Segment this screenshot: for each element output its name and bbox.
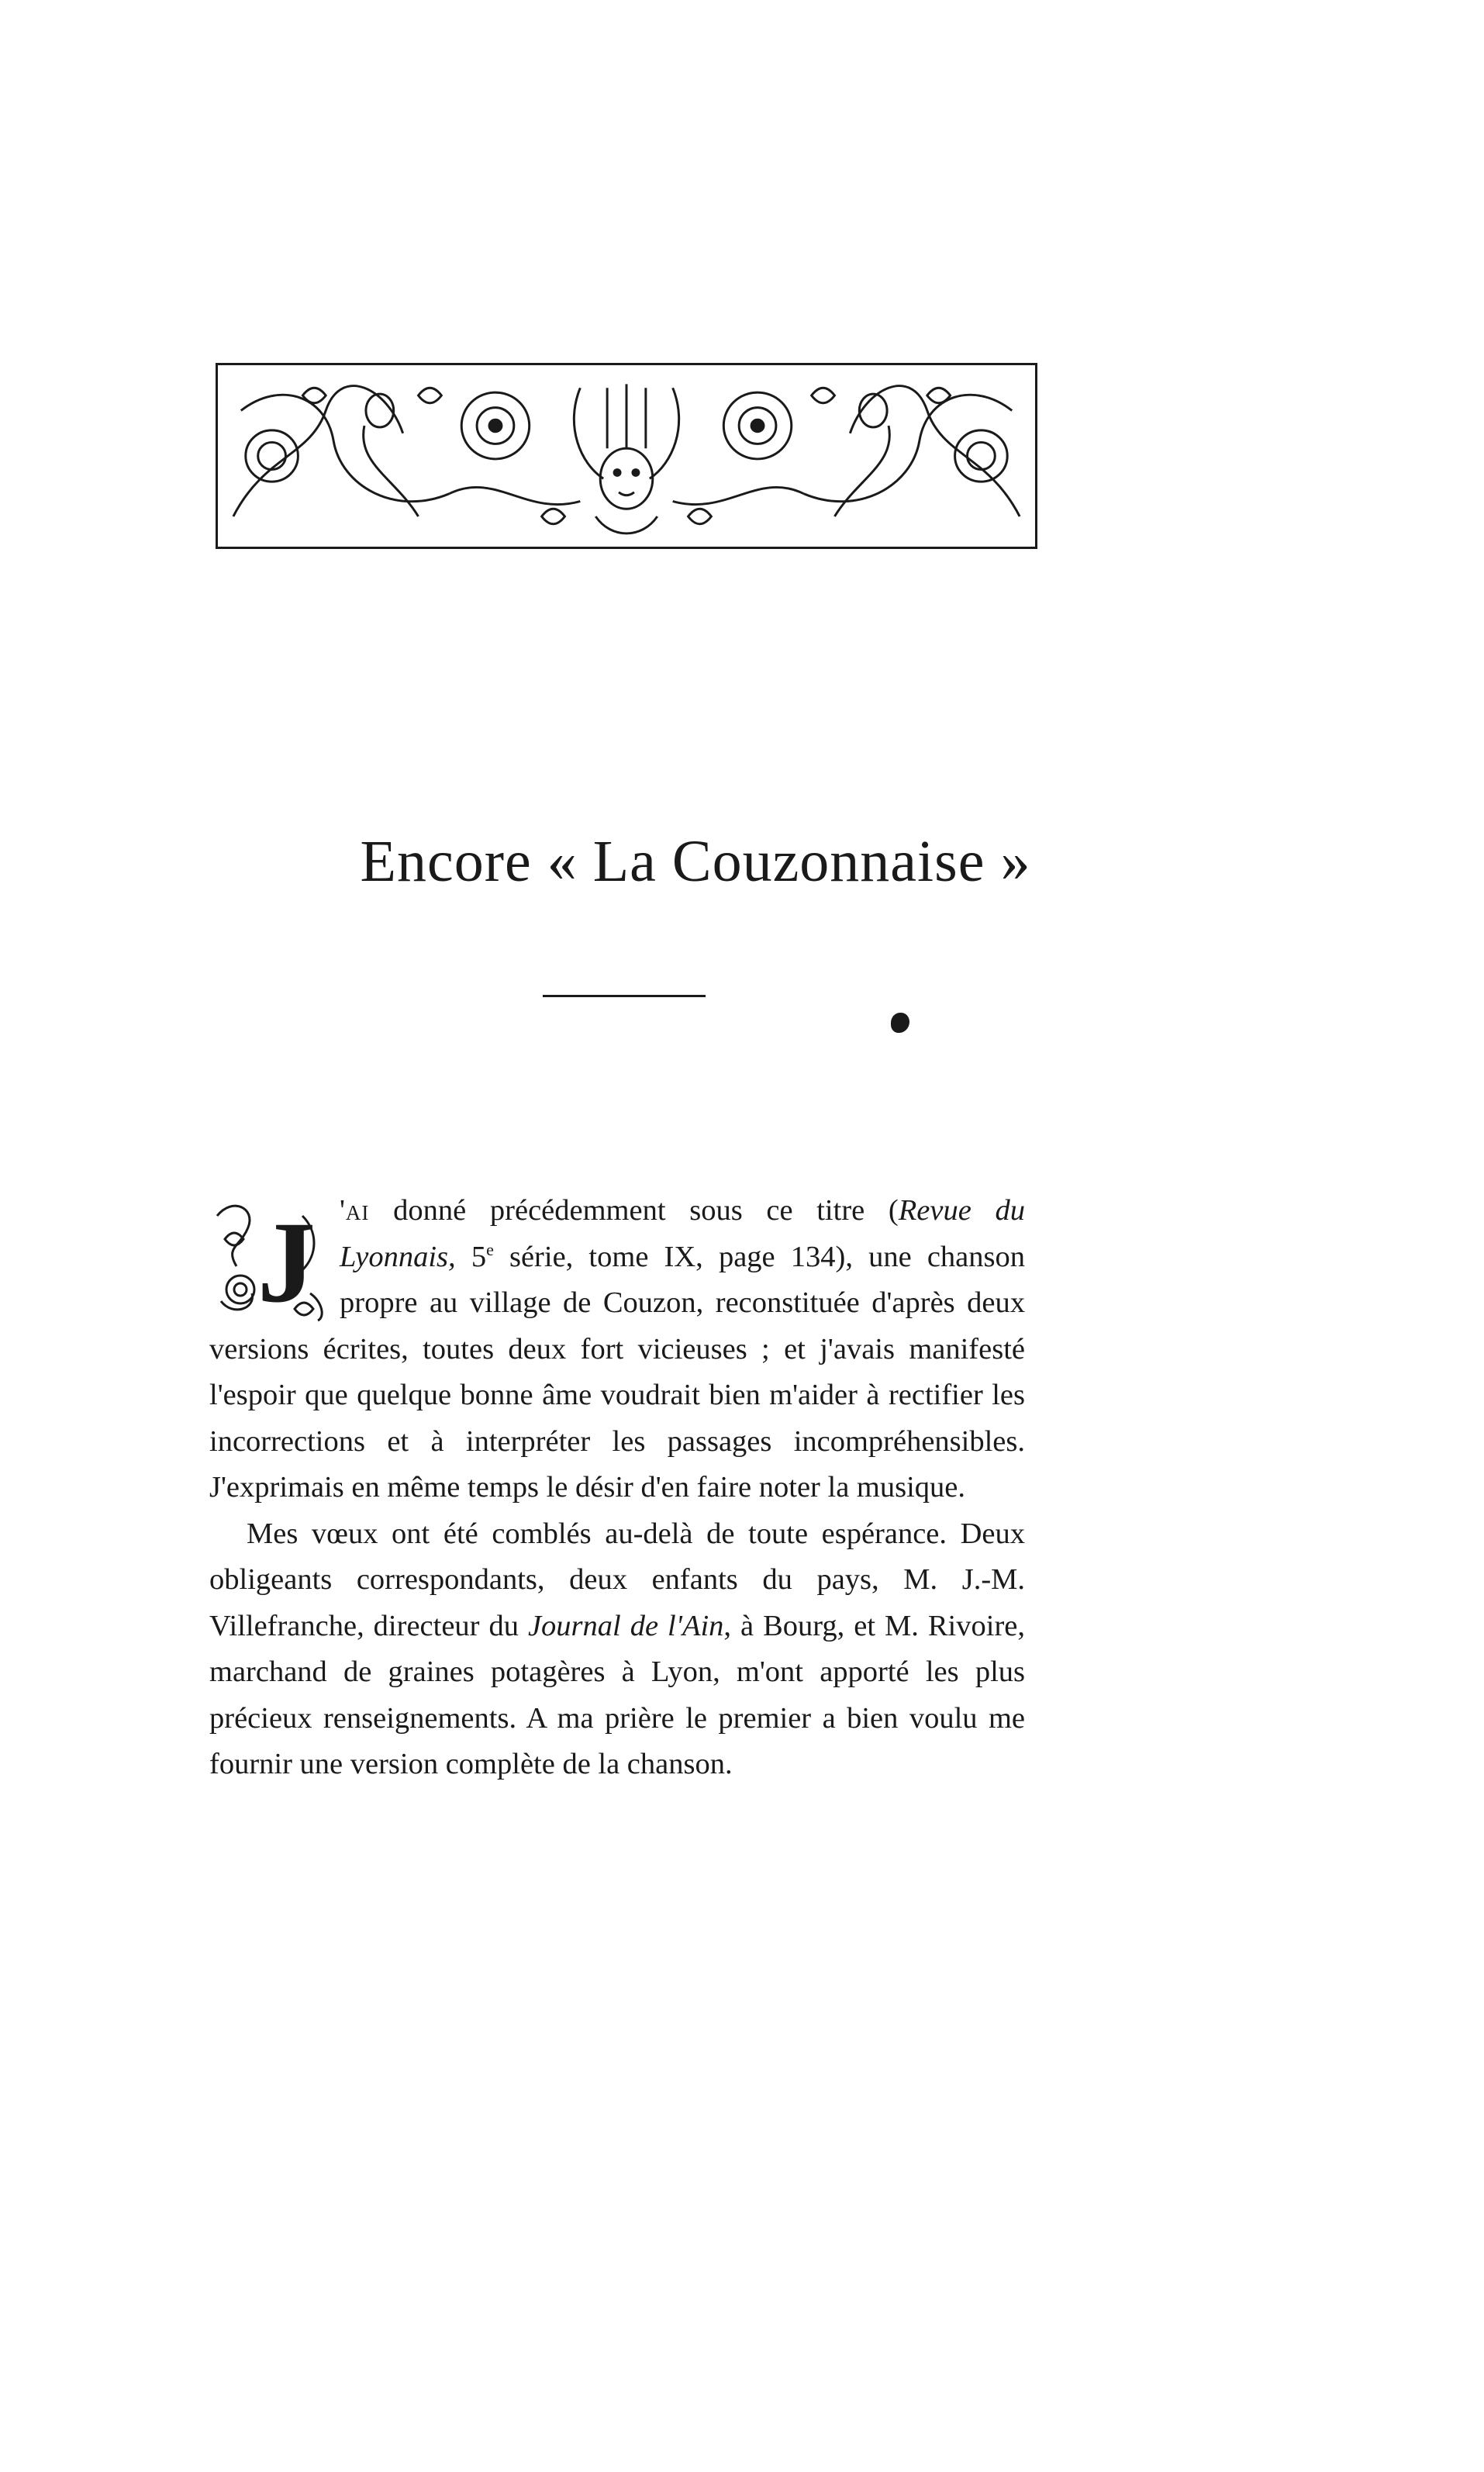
p1-italic-source: Revue du Lyonnais, xyxy=(340,1194,1025,1273)
paragraph-2 xyxy=(209,1511,1025,1788)
dropcap-letter: J xyxy=(257,1198,316,1323)
dropcap xyxy=(209,1193,332,1323)
title-divider xyxy=(543,995,706,997)
ornate-dropcap-icon xyxy=(209,1193,332,1323)
lead-in: 'ai xyxy=(340,1194,370,1227)
p1-text-2: 5 xyxy=(455,1240,487,1273)
p2-italic-journal: Journal de l'Ain xyxy=(527,1609,724,1642)
page-title: Encore « La Couzonnaise » xyxy=(360,829,1031,894)
ornamental-headpiece-icon xyxy=(218,365,1035,547)
headpiece-ornament xyxy=(216,363,1037,549)
p2-text-2: , à Bourg, et M. Rivoire, marchand de graines potagères à Lyon, m'ont apporté les plus précieux renseignements. A ma prière le premier a bien voulu me fournir une version complète de la chanson. xyxy=(209,1609,1025,1780)
p2-text-1: Mes vœux ont été comblés au-delà de toute espérance. Deux obligeants correspondants, deux enfants du pays, M. J.-M. Villefranche, directeur du xyxy=(209,1517,1025,1642)
p1-text-1: donné précédemment sous ce titre ( xyxy=(369,1194,899,1227)
p1-superscript: e xyxy=(486,1239,494,1259)
paragraph-1 xyxy=(209,1188,1025,1511)
ink-blot-mark xyxy=(891,1013,909,1033)
p1-text-3: série, tome IX, page 134), une chanson propre au village de Couzon, reconstituée d'après deux versions écrites, toutes deux fort vicieuses ; et j'avais manifesté l'espoir que quelque bonne âme voudrait bien m'aider à rectifier les incorrections et à interpréter les passages incompréhensibles. J'exprimais en même temps le désir d'en faire noter la musique. xyxy=(209,1240,1026,1504)
article-body xyxy=(209,1188,1025,1788)
